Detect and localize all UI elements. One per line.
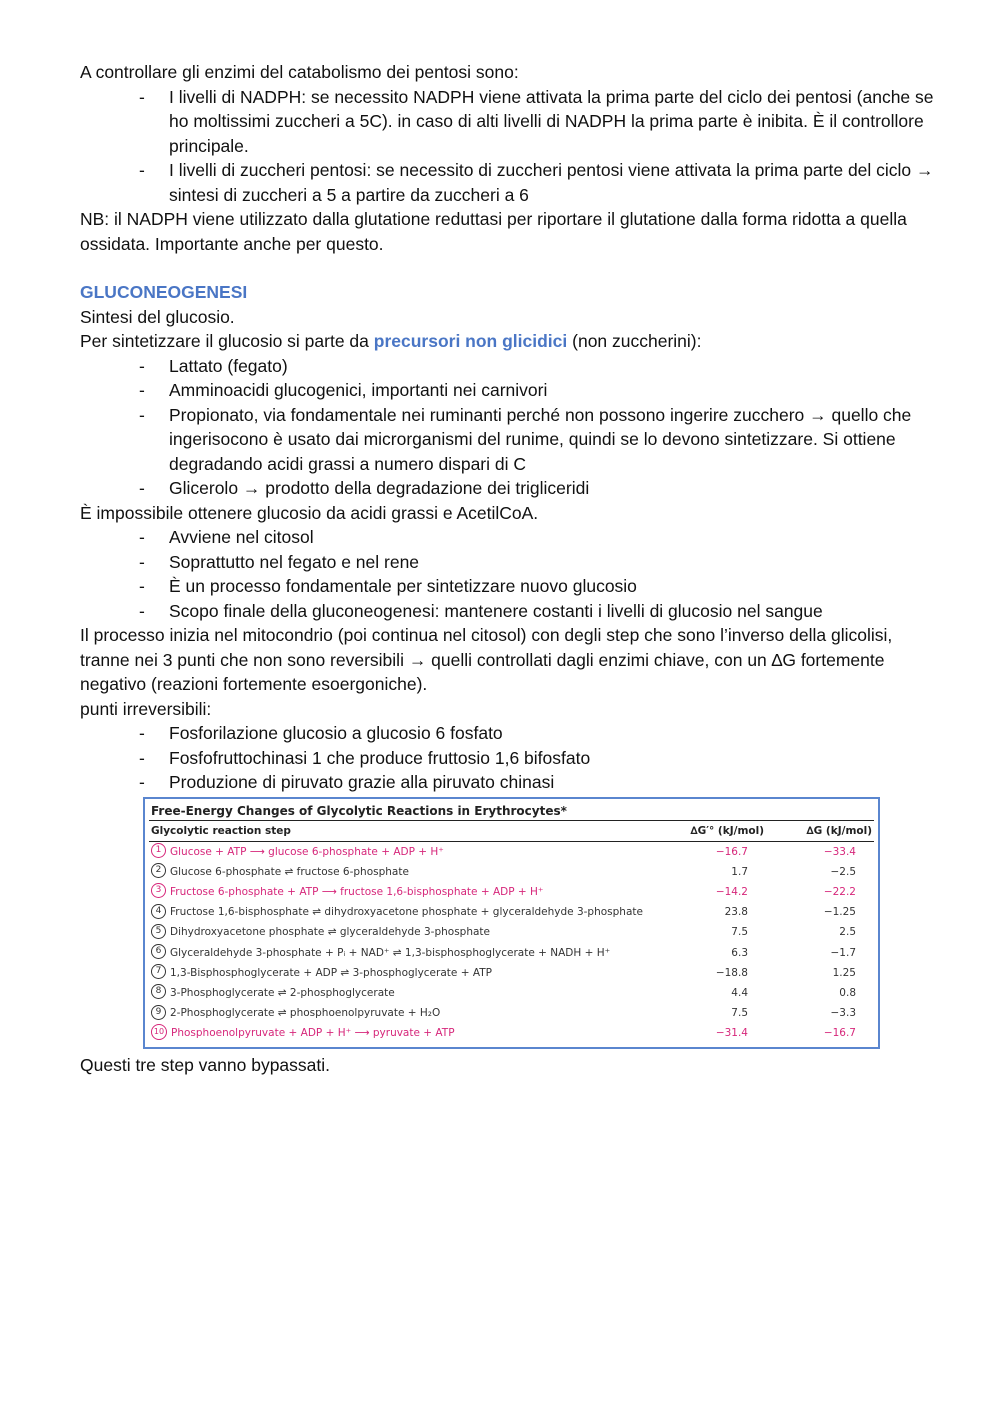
reaction-step-cell: [149, 902, 652, 922]
dg0-cell: 1.7: [731, 865, 748, 878]
reaction-text: Dihydroxyacetone phosphate ⇌ glyceraldehyde 3-phosphate: [170, 926, 490, 939]
table-row: [149, 902, 874, 922]
dg-cell: −22.2: [823, 885, 856, 898]
step-number-badge: 3: [151, 883, 166, 898]
step-number-badge: 1: [151, 843, 166, 858]
list-item: - Scopo finale della gluconeogenesi: mantenere costanti i livelli di glucosio nel sangue: [169, 599, 940, 624]
precursors-highlight: precursori non glicidici: [373, 331, 568, 351]
list-item: - Glicerolo → prodotto della degradazione dei trigliceridi: [169, 476, 940, 501]
section-subtitle: Sintesi del glucosio.: [80, 306, 235, 327]
table-row: [149, 1023, 874, 1043]
dg0-cell: −16.7: [715, 845, 748, 858]
reaction-step-cell: [149, 922, 652, 942]
section-title: GLUCONEOGENESI: [80, 282, 248, 302]
reaction-text: Fructose 6-phosphate + ATP ⟶ fructose 1,6-bisphosphate + ADP + H⁺: [170, 885, 544, 898]
reaction-step-cell: [149, 943, 652, 963]
dg0-cell: 23.8: [724, 906, 748, 919]
header-dg0: ∆G′° (kJ/mol): [652, 820, 766, 841]
dg-cell: 1.25: [832, 966, 856, 979]
reaction-step-cell: [149, 983, 652, 1003]
table-header-row: [149, 820, 874, 841]
reaction-text: Phosphoenolpyruvate + ADP + H⁺ ⟶ pyruvate + ATP: [171, 1027, 455, 1040]
reaction-step-cell: [149, 1023, 652, 1043]
header-step: Glycolytic reaction step: [149, 820, 652, 841]
table-row: [149, 862, 874, 882]
dg-cell: −1.25: [823, 906, 856, 919]
process-paragraph: Il processo inizia nel mitocondrio (poi continua nel citosol) con degli step che sono l’inverso della glicolisi, tranne nei 3 punti che non sono reversibili → quelli controllati dagli enzimi chiave, con un ∆G fortemente negativo (reazioni fortemente esoergoniche).: [80, 625, 893, 694]
reaction-text: Glucose + ATP ⟶ glucose 6-phosphate + ADP + H⁺: [170, 845, 444, 858]
precursors-list: [80, 354, 940, 501]
reaction-text: 3-Phosphoglycerate ⇌ 2-phosphoglycerate: [170, 986, 395, 999]
step-number-badge: 5: [151, 924, 166, 939]
list-item: - Produzione di piruvato grazie alla piruvato chinasi: [169, 770, 940, 795]
table-row: [149, 882, 874, 902]
dg0-cell: −14.2: [715, 885, 748, 898]
dg0-cell: −31.4: [715, 1027, 748, 1040]
list-item: - I livelli di NADPH: se necessito NADPH viene attivata la prima parte del ciclo dei pentosi (anche se ho moltissimi zuccheri a 5C). in caso di alti livelli di NADPH la prima parte è inibita. È il controllore principale.: [169, 85, 940, 159]
list-item: - Amminoacidi glucogenici, importanti nei carnivori: [169, 378, 940, 403]
intro-list: [80, 85, 940, 208]
dg-cell: −16.7: [823, 1027, 856, 1040]
irreversible-label: punti irreversibili:: [80, 698, 212, 719]
step-number-badge: 4: [151, 904, 166, 919]
precursors-text-end: (non zuccherini):: [567, 331, 702, 351]
dg-cell: 2.5: [839, 926, 856, 939]
list-item: - Propionato, via fondamentale nei ruminanti perché non possono ingerire zucchero → quello che ingerisocono è usato dai microrganismi del runime, quindi se lo devono sintetizzare. Si ottiene degradando acidi grassi a numero dispari di C: [169, 403, 940, 477]
intro-heading: A controllare gli enzimi del catabolismo dei pentosi sono:: [80, 62, 519, 82]
step-number-badge: 2: [151, 863, 166, 878]
reaction-step-cell: [149, 862, 652, 882]
table-row: [149, 922, 874, 942]
table-title: Free-Energy Changes of Glycolytic Reactions in Erythrocytes*: [151, 803, 567, 818]
header-dg: ∆G (kJ/mol): [766, 820, 874, 841]
reaction-step-cell: [149, 882, 652, 902]
list-item: - Fosforilazione glucosio a glucosio 6 fosfato: [169, 721, 940, 746]
table-row: [149, 841, 874, 862]
closing-paragraph: Questi tre step vanno bypassati.: [80, 1054, 330, 1075]
list-item: - Avviene nel citosol: [169, 525, 940, 550]
irreversible-list: [80, 721, 940, 795]
dg0-cell: 7.5: [731, 1007, 748, 1020]
dg-cell: 0.8: [839, 986, 856, 999]
table-body: [149, 841, 874, 1044]
dg-cell: −2.5: [830, 865, 856, 878]
table-row: [149, 943, 874, 963]
glycolysis-table: [149, 820, 874, 1044]
table-row: [149, 1003, 874, 1023]
document-page: [80, 60, 940, 1077]
glycolysis-table-figure: [143, 797, 880, 1049]
list-item: - Fosfofruttochinasi 1 che produce fruttosio 1,6 bifosfato: [169, 746, 940, 771]
dg0-cell: −18.8: [715, 966, 748, 979]
step-number-badge: 7: [151, 964, 166, 979]
nb-paragraph: NB: il NADPH viene utilizzato dalla glutatione reduttasi per riportare il glutatione dalla forma ridotta a quella ossidata. Importante anche per questo.: [80, 209, 907, 254]
reaction-step-cell: [149, 841, 652, 862]
reaction-step-cell: [149, 1003, 652, 1023]
dg0-cell: 7.5: [731, 926, 748, 939]
impossible-paragraph: È impossibile ottenere glucosio da acidi grassi e AcetilCoA.: [80, 502, 539, 523]
reaction-text: 2-Phosphoglycerate ⇌ phosphoenolpyruvate + H₂O: [170, 1007, 441, 1020]
step-number-badge: 10: [151, 1024, 167, 1040]
reaction-text: Glucose 6-phosphate ⇌ fructose 6-phosphate: [170, 865, 409, 878]
step-number-badge: 6: [151, 944, 166, 959]
list-item: - I livelli di zuccheri pentosi: se necessito di zuccheri pentosi viene attivata la prima parte del ciclo → sintesi di zuccheri a 5 a partire da zuccheri a 6: [169, 158, 940, 207]
dg-cell: −1.7: [830, 946, 856, 959]
dg-cell: −3.3: [830, 1007, 856, 1020]
table-row: [149, 963, 874, 983]
list-item: - Lattato (fegato): [169, 354, 940, 379]
dg0-cell: 4.4: [731, 986, 748, 999]
dg0-cell: 6.3: [731, 946, 748, 959]
list-item: - È un processo fondamentale per sintetizzare nuovo glucosio: [169, 574, 940, 599]
list-item: - Soprattutto nel fegato e nel rene: [169, 550, 940, 575]
dg-cell: −33.4: [823, 845, 856, 858]
table-row: [149, 983, 874, 1003]
precursors-text: Per sintetizzare il glucosio si parte da: [80, 331, 374, 351]
reaction-text: Glyceraldehyde 3-phosphate + Pᵢ + NAD⁺ ⇌ 1,3-bisphosphoglycerate + NADH + H⁺: [170, 946, 611, 959]
precursors-intro: [80, 329, 940, 354]
step-number-badge: 9: [151, 1005, 166, 1020]
facts-list: [80, 525, 940, 623]
reaction-text: 1,3-Bisphosphoglycerate + ADP ⇌ 3-phosphoglycerate + ATP: [170, 966, 492, 979]
reaction-text: Fructose 1,6-bisphosphate ⇌ dihydroxyacetone phosphate + glyceraldehyde 3-phosphate: [170, 906, 643, 919]
step-number-badge: 8: [151, 984, 166, 999]
reaction-step-cell: [149, 963, 652, 983]
